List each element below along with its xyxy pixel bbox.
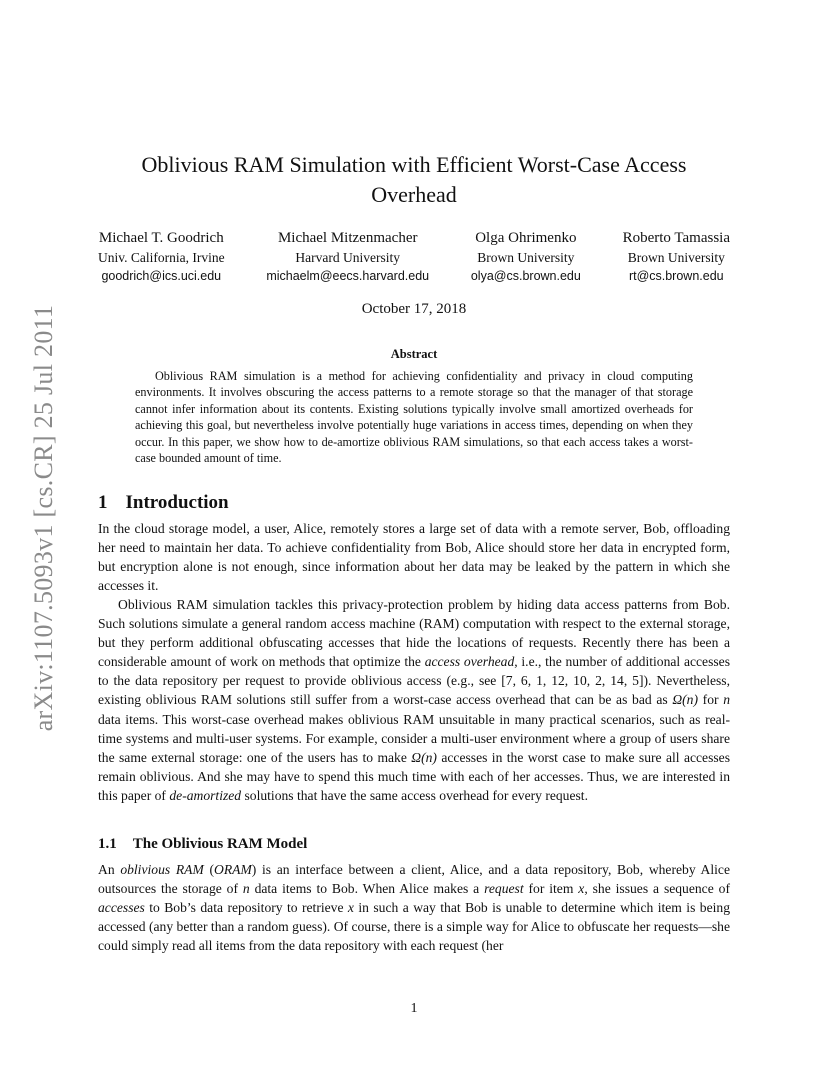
emphasis: ORAM: [214, 862, 252, 877]
math: x: [578, 881, 585, 897]
author-4: [623, 228, 730, 286]
intro-paragraph-1: In the cloud storage model, a user, Alice, remotely stores a large set of data with a remote server, Bob, offloading her need to maintain her data. To achieve confidentiality from Bob, Alice should store her data in encrypted form, but encryption alone is not enough, since information about her data may be leaked by the pattern in which she accesses it.: [98, 521, 730, 594]
arxiv-stamp-text: arXiv:1107.5093v1 [cs.CR] 25 Jul 2011: [29, 304, 58, 732]
author-name: Roberto Tamassia: [622, 230, 730, 246]
section-number: 1: [98, 492, 108, 513]
author-email: michaelm@eecs.harvard.edu: [266, 269, 430, 283]
author-affiliation: Brown University: [477, 250, 575, 265]
math: Ω(n): [411, 749, 437, 765]
author-name: Michael Mitzenmacher: [277, 230, 418, 246]
abstract-heading: Abstract: [390, 347, 438, 361]
subsection-heading: [98, 834, 307, 854]
emphasis: accesses: [98, 900, 145, 916]
intro-paragraph-2: Oblivious RAM simulation tackles this privacy-protection problem by hiding data access patterns from Bob. Such solutions simulate a general random access machine (RAM) computation with respect to the external storage, but they perform additional obfuscating accesses that hide the locations of requests. Recently there has been a considerable amount of work on methods that optimize the access overhead, i.e., the number of additional accesses to the data repository per request to provide oblivious access (e.g., see [7, 6, 1, 12, 10, 2, 14, 5]). Nevertheless, existing oblivious RAM solutions still suffer from a worst-case access overhead that can be as bad as Ω(n) for n data items. This worst-case overhead makes oblivious RAM unsuitable in many practical scenarios, such as real-time systems and multi-user systems. For example, consider a multi-user environment where a group of users share the same external storage: one of the users has to make Ω(n) accesses in the worst case to make sure all accesses remain oblivious. And she may have to spend this much time with each of her accesses. Thus, we are interested in this paper of de-amortized solutions that have the same access overhead for every request.: [98, 597, 730, 803]
abstract-text: Oblivious RAM simulation is a method for achieving confidentiality and privacy in cloud computing environments. It involves obscuring the access patterns to a remote storage so that the manager of that storage cannot infer information about its contents. Existing solutions typically involve small amortized overheads for achieving this goal, but nevertheless involve potentially huge variations in access times, depending on when they occur. In this paper, we show how to de-amortize oblivious RAM simulations, so that each access takes a worst-case bounded amount of time.: [135, 369, 693, 466]
subsection-number: 1.1: [98, 836, 117, 852]
author-affiliation: Harvard University: [295, 250, 401, 265]
subsection-title: The Oblivious RAM Model: [132, 836, 308, 852]
oram-model-paragraph: An oblivious RAM (ORAM) is an interface between a client, Alice, and a data repository, Bob, whereby Alice outsources the storage of n data items to Bob. When Alice makes a request for item x, she issues a sequence of accesses to Bob’s data repository to retrieve x in such a way that Bob is unable to determine which item is being accessed (any better than a random guess). Of course, there is a simple way for Alice to obfuscate her requests—she could simply read all items from the data repository with each request (her: [98, 862, 731, 954]
emphasis: request: [484, 881, 524, 897]
author-1: [98, 228, 225, 286]
math: x: [347, 900, 354, 916]
author-email: goodrich@ics.uci.edu: [101, 269, 222, 283]
author-list: [98, 228, 730, 286]
math: n: [723, 692, 730, 708]
paper-date: October 17, 2018: [361, 301, 467, 317]
paper-title: Oblivious RAM Simulation with Efficient Worst-Case Access Overhead: [141, 152, 687, 207]
author-email: olya@cs.brown.edu: [470, 269, 581, 283]
emphasis: oblivious RAM: [120, 862, 204, 877]
author-affiliation: Univ. California, Irvine: [98, 250, 225, 265]
page-number: 1: [410, 1001, 418, 1016]
author-email: rt@cs.brown.edu: [628, 269, 724, 283]
math: Ω(n): [672, 692, 699, 708]
author-2: [266, 228, 429, 286]
emphasis: access overhead: [424, 654, 515, 670]
author-affiliation: Brown University: [627, 250, 725, 265]
section-title: Introduction: [125, 492, 229, 513]
section-heading: [98, 491, 229, 515]
emphasis: de-amortized: [169, 787, 242, 803]
author-name: Olga Ohrimenko: [475, 230, 577, 246]
math: n: [242, 881, 250, 897]
author-3: [471, 228, 581, 286]
arxiv-stamp: [22, 298, 66, 738]
author-name: Michael T. Goodrich: [98, 230, 224, 246]
